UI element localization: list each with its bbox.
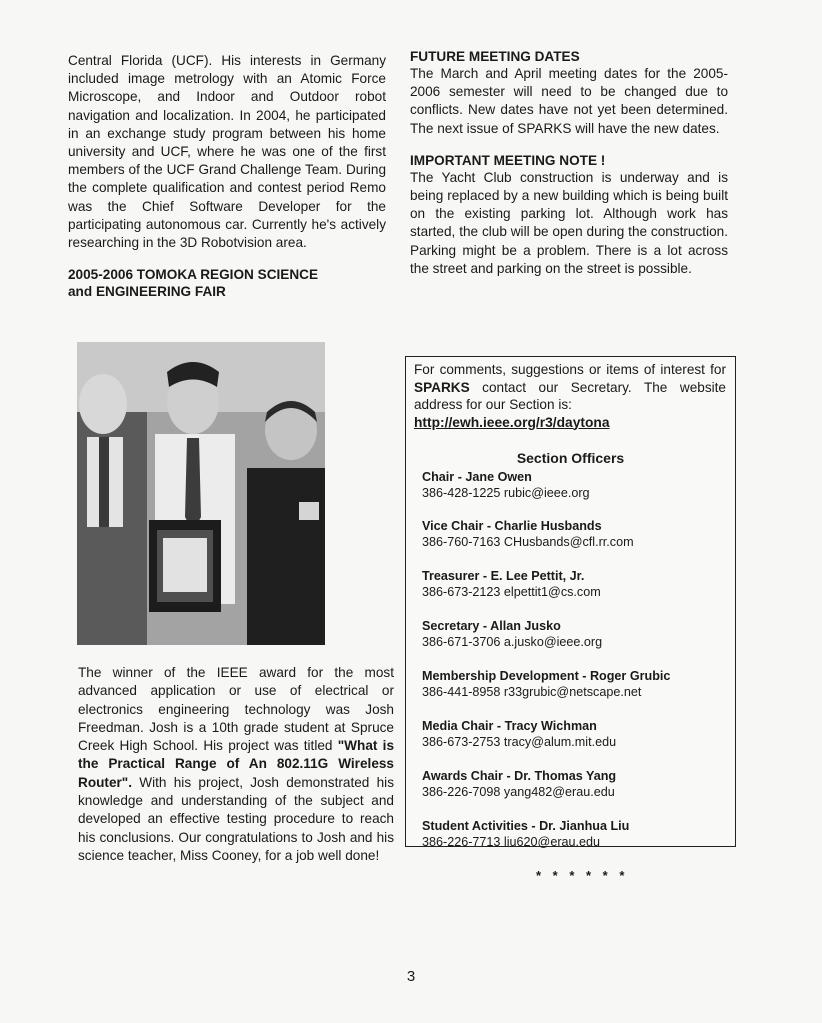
contact-intro	[414, 361, 726, 431]
officers-title: Section Officers	[516, 450, 625, 466]
award-text-part2: With his project, Josh demonstrated his knowledge and understanding of the subject and developed an effective testing procedure to reach his conclusions. Our congratulations to Josh and his science teacher, Miss Cooney, for a job well done!	[78, 774, 394, 863]
officer-role: Awards Chair - Dr. Thomas Yang	[422, 769, 617, 783]
right-column	[410, 48, 728, 278]
officer-entry	[422, 668, 722, 700]
sparks-name: SPARKS	[414, 379, 470, 395]
officer-entry	[422, 518, 722, 550]
officer-role: Student Activities - Dr. Jianhua Liu	[422, 819, 630, 833]
officer-entry	[422, 818, 722, 850]
officer-contact: 386-428-1225 rubic@ieee.org	[422, 486, 590, 500]
officer-role: Membership Development - Roger Grubic	[422, 669, 671, 683]
officer-role: Treasurer - E. Lee Pettit, Jr.	[422, 569, 585, 583]
award-text-part1: The winner of the IEEE award for the most advanced application or use of electrical or electronics engineering technology was Josh Freedman. Josh is a 10th grade student at Spruce Creek High School. His project was titled	[78, 665, 394, 754]
officer-entry	[422, 768, 722, 800]
officer-contact: 386-673-2753 tracy@alum.mit.edu	[422, 735, 617, 749]
officer-contact: 386-441-8958 r33grubic@netscape.net	[422, 685, 642, 699]
officer-entry	[422, 618, 722, 650]
important-note-text: The Yacht Club construction is underway and is being replaced by a new building which is being built on the existing parking lot. Although work has started, the club will be open during the construction. Parking might be a problem. There is a lot across the street and parking on the street is possible.	[410, 169, 728, 276]
website-link[interactable]: http://ewh.ieee.org/r3/daytona	[414, 414, 610, 430]
fair-heading-line1: 2005-2006 TOMOKA REGION SCIENCE	[68, 267, 319, 283]
officer-role: Secretary - Allan Jusko	[422, 619, 561, 633]
important-note-heading: IMPORTANT MEETING NOTE !	[410, 152, 606, 168]
section-divider-stars: * * * * * *	[536, 868, 629, 883]
contact-box	[405, 356, 736, 847]
officer-entry	[422, 469, 722, 501]
future-meeting-text: The March and April meeting dates for the 2005-2006 semester will need to be changed due to conflicts. New dates have not yet been determined. The next issue of SPARKS will have the new dates.	[410, 66, 728, 136]
officer-contact: 386-671-3706 a.jusko@ieee.org	[422, 635, 603, 649]
bio-paragraph: Central Florida (UCF). His interests in Germany included image metrology with an Atomic Force Microscope, and Indoor and Outdoor robot navigation and localization. In 2004, he participated in an exchange study program between his home university and UCF, where he was one of the first members of the UCF Grand Challenge Team. During the complete qualification and contest period Remo was the Chief Software Developer for the participating autonomous car. Currently he's actively researching in the 3D Robotvision area.	[68, 53, 386, 251]
officer-role: Chair - Jane Owen	[422, 470, 532, 484]
officer-entry	[422, 718, 722, 750]
award-paragraph	[78, 664, 394, 865]
officer-contact: 386-226-7098 yang482@erau.edu	[422, 785, 615, 799]
award-article	[78, 664, 394, 865]
award-project-title: "What is the Practical Range of An 802.11G Wireless Router".	[78, 738, 395, 790]
officer-contact: 386-673-2123 elpettit1@cs.com	[422, 585, 601, 599]
officer-role: Vice Chair - Charlie Husbands	[422, 519, 602, 533]
award-photo	[77, 342, 325, 645]
officer-contact: 386-760-7163 CHusbands@cfl.rr.com	[422, 535, 634, 549]
left-column	[68, 52, 386, 300]
contact-intro-part2: contact our Secretary. The website address for our Section is:	[414, 379, 726, 412]
contact-intro-part1: For comments, suggestions or items of interest for	[414, 362, 726, 377]
officer-entry	[422, 568, 722, 600]
page-number: 3	[406, 968, 416, 985]
officer-contact: 386-226-7713 liu620@erau.edu	[422, 835, 601, 849]
fair-heading-line2: and ENGINEERING FAIR	[68, 284, 226, 300]
future-meeting-heading: FUTURE MEETING DATES	[410, 49, 580, 64]
officer-role: Media Chair - Tracy Wichman	[422, 719, 597, 733]
